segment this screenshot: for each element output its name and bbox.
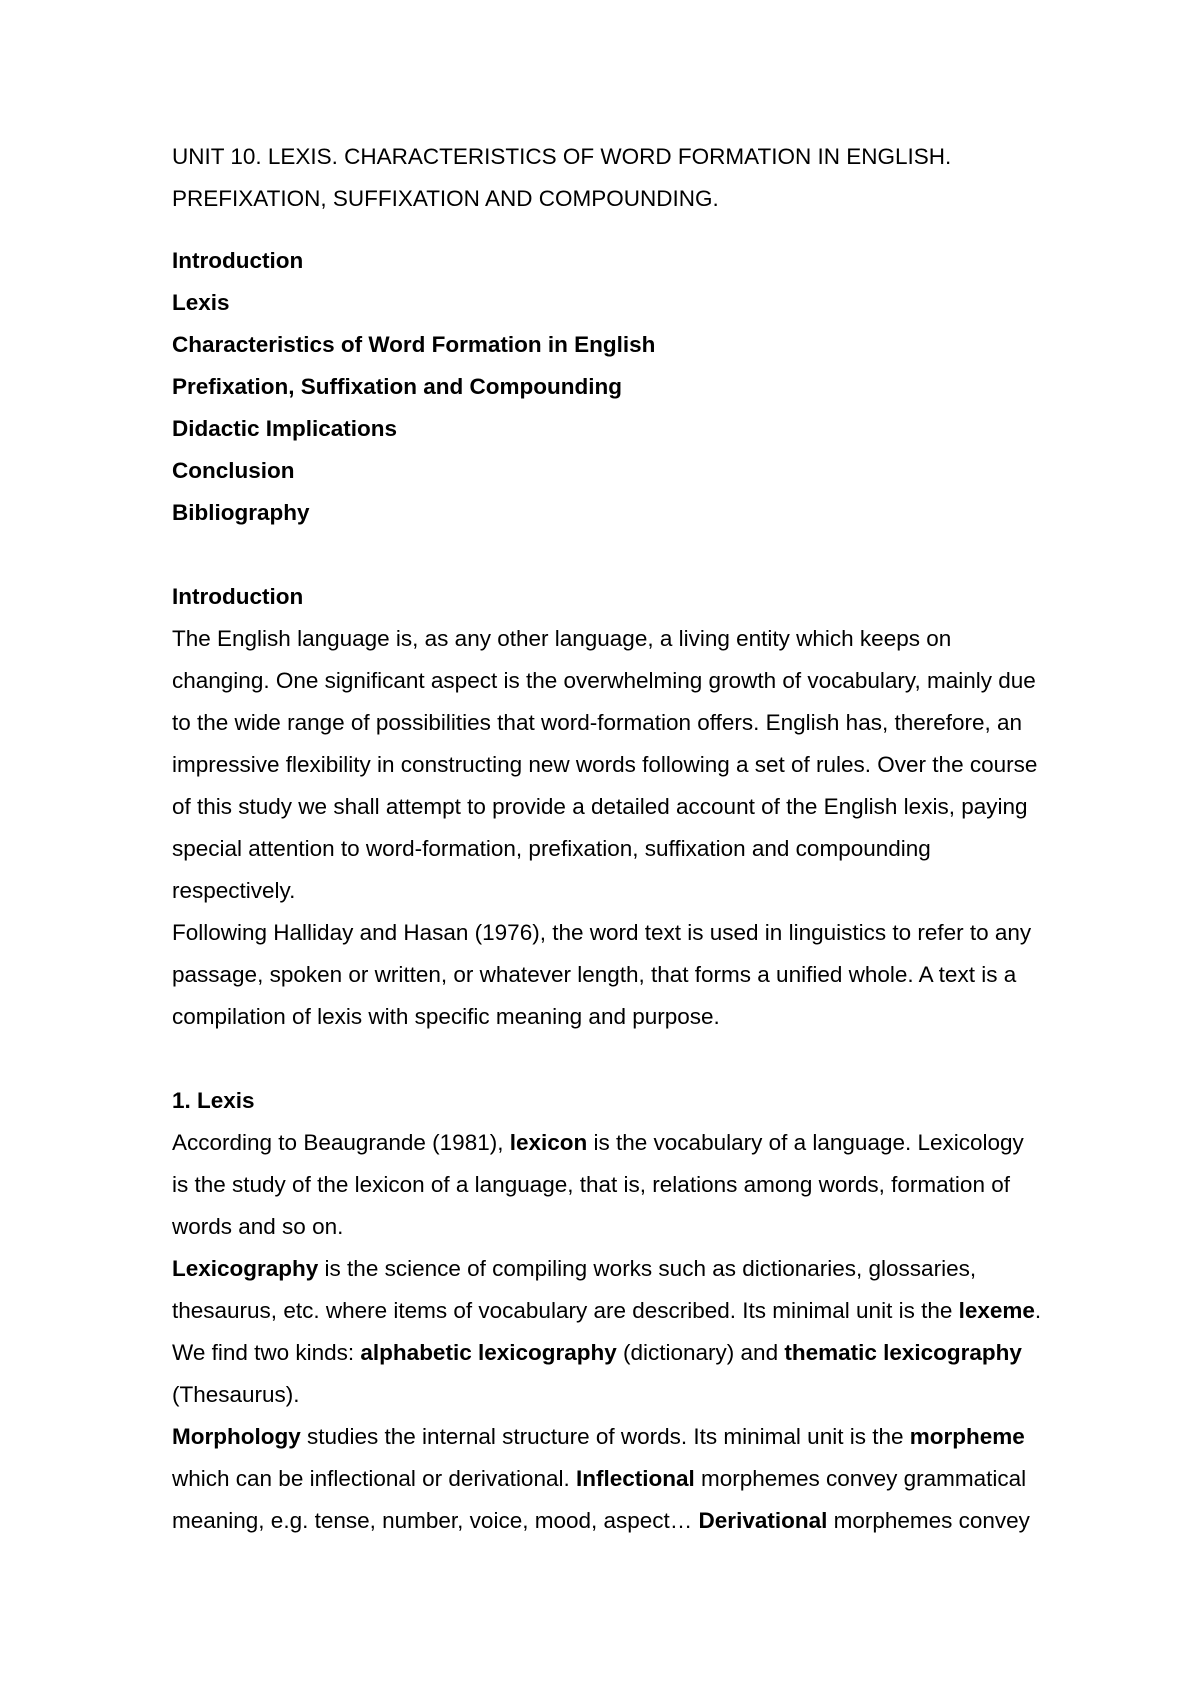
text-run: morphemes convey grammatical	[694, 1466, 1027, 1491]
text-run: .	[1034, 1298, 1042, 1323]
text-run: is the vocabulary of a language. Lexicology	[587, 1130, 1024, 1155]
text-line	[172, 1248, 1132, 1290]
text-run: which can be inflectional or derivational.	[172, 1466, 576, 1491]
text-line: compilation of lexis with specific meaning and purpose.	[172, 1004, 720, 1029]
term-lexeme: lexeme	[958, 1298, 1035, 1323]
toc-item-conclusion: Conclusion	[172, 458, 295, 483]
text-run: morphemes convey	[827, 1508, 1030, 1533]
text-line	[172, 1500, 1132, 1542]
text-line: changing. One significant aspect is the overwhelming growth of vocabulary, mainly due	[172, 668, 1036, 693]
lexis-paragraph-morphology	[172, 1416, 1132, 1542]
text-line: of this study we shall attempt to provide a detailed account of the English lexis, paying	[172, 794, 1028, 819]
document-title-line-2: PREFIXATION, SUFFIXATION AND COMPOUNDING.	[172, 186, 719, 211]
term-derivational: Derivational	[698, 1508, 828, 1533]
introduction-paragraph-1	[172, 618, 1132, 912]
text-line: (Thesaurus).	[172, 1382, 300, 1407]
text-line: is the study of the lexicon of a language, that is, relations among words, formation of	[172, 1172, 1010, 1197]
text-line	[172, 1458, 1132, 1500]
text-line: Following Halliday and Hasan (1976), the word text is used in linguistics to refer to any	[172, 920, 1032, 945]
term-inflectional: Inflectional	[575, 1466, 695, 1491]
document-page	[172, 136, 1132, 1542]
text-line: passage, spoken or written, or whatever length, that forms a unified whole. A text is a	[172, 962, 1017, 987]
document-title-line-1: UNIT 10. LEXIS. CHARACTERISTICS OF WORD FORMATION IN ENGLISH.	[172, 144, 952, 169]
toc-item-didactic-implications: Didactic Implications	[172, 416, 398, 441]
lexis-paragraph-lexicography	[172, 1248, 1132, 1416]
text-line: respectively.	[172, 878, 296, 903]
text-run: According to Beaugrande (1981),	[172, 1130, 510, 1155]
text-run: studies the internal structure of words. Its minimal unit is the	[300, 1424, 910, 1449]
text-line	[172, 1332, 1132, 1374]
toc-item-lexis: Lexis	[172, 290, 230, 315]
introduction-heading: Introduction	[172, 584, 304, 609]
text-line: impressive flexibility in constructing new words following a set of rules. Over the course	[172, 752, 1038, 777]
text-line: to the wide range of possibilities that word-formation offers. English has, therefore, an	[172, 710, 1023, 735]
text-run: (dictionary) and	[616, 1340, 785, 1365]
text-line	[172, 1416, 1132, 1458]
text-line: The English language is, as any other language, a living entity which keeps on	[172, 626, 952, 651]
toc-item-characteristics: Characteristics of Word Formation in English	[172, 332, 656, 357]
introduction-paragraph-2	[172, 912, 1132, 1038]
term-lexicography: Lexicography	[172, 1256, 319, 1281]
text-run: is the science of compiling works such as dictionaries, glossaries,	[318, 1256, 977, 1281]
term-thematic-lexicography: thematic lexicography	[784, 1340, 1022, 1365]
term-morpheme: morpheme	[909, 1424, 1025, 1449]
toc-item-prefixation: Prefixation, Suffixation and Compounding	[172, 374, 622, 399]
lexis-heading: 1. Lexis	[172, 1088, 255, 1113]
term-morphology: Morphology	[172, 1424, 301, 1449]
text-run: meaning, e.g. tense, number, voice, mood, aspect…	[172, 1508, 699, 1533]
lexis-paragraph-lexicon	[172, 1122, 1132, 1248]
text-run: thesaurus, etc. where items of vocabulary are described. Its minimal unit is the	[172, 1298, 959, 1323]
toc-item-introduction: Introduction	[172, 248, 304, 273]
text-line	[172, 1290, 1132, 1332]
toc-item-bibliography: Bibliography	[172, 500, 310, 525]
term-alphabetic-lexicography: alphabetic lexicography	[360, 1340, 617, 1365]
text-line: special attention to word-formation, prefixation, suffixation and compounding	[172, 836, 931, 861]
table-of-contents	[172, 240, 1132, 534]
term-lexicon: lexicon	[509, 1130, 588, 1155]
text-line: words and so on.	[172, 1214, 344, 1239]
text-line	[172, 1122, 1132, 1164]
text-run: We find two kinds:	[172, 1340, 361, 1365]
